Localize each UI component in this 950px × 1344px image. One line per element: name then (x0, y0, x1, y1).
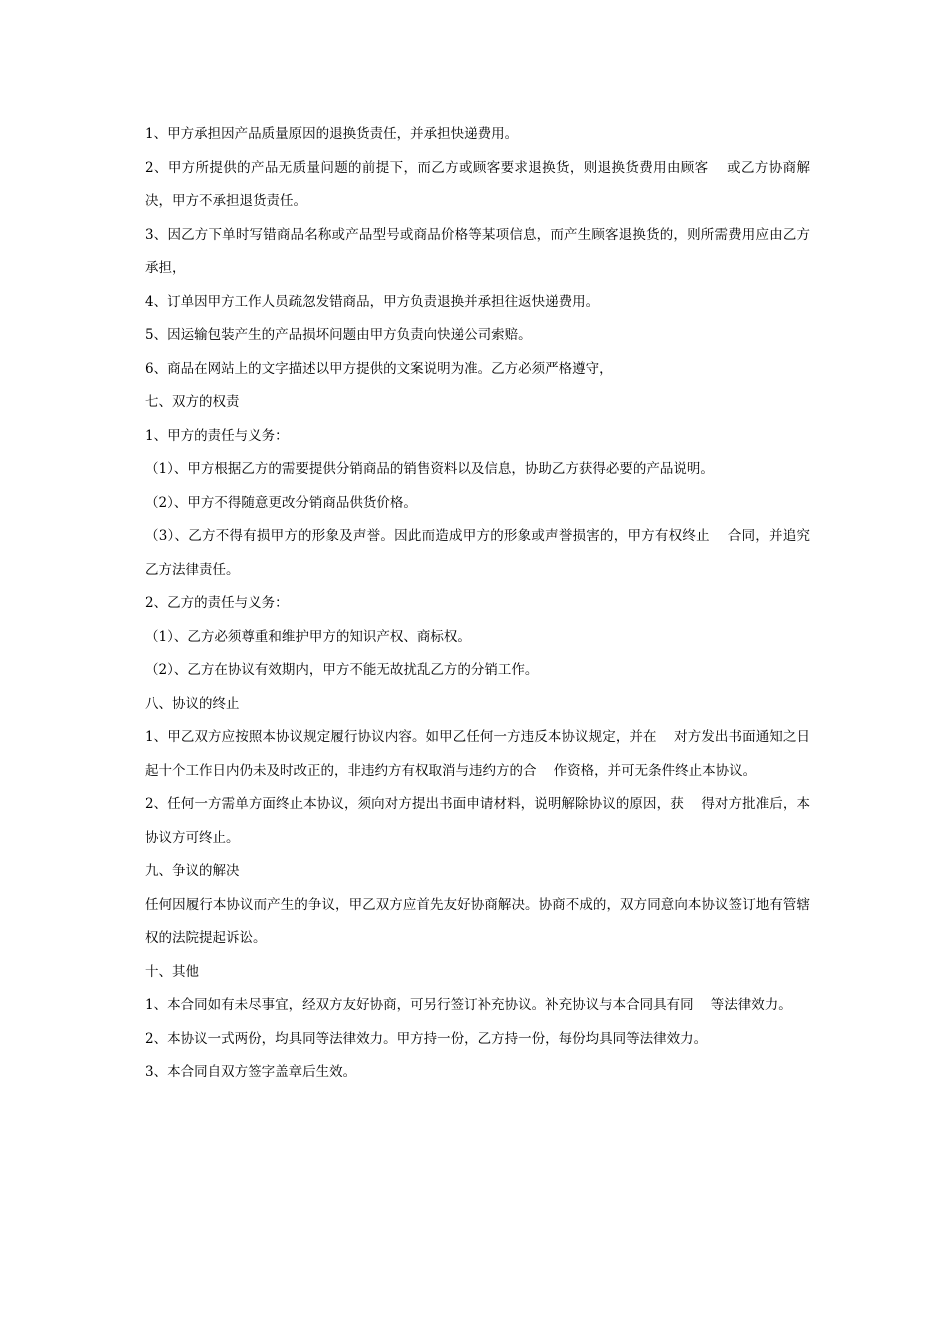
party-b-duty-1: （1）、乙方必须尊重和维护甲方的知识产权、商标权。 (145, 628, 471, 645)
other-clause-1: 1、本合同如有未尽事宜，经双方友好协商，可另行签订补充协议。补充协议与本合同具有同 等法律效力。 (145, 997, 792, 1013)
party-b-duty-2: （2）、乙方在协议有效期内，甲方不能无故扰乱乙方的分销工作。 (145, 662, 539, 678)
clause-transport-damage: 5、因运输包装产生的产品损坏问题由甲方负责向快递公司索赔。 (145, 327, 532, 343)
other-clause-3: 3、本合同自双方签字盖章后生效。 (145, 1064, 357, 1080)
termination-clause-2: 2、任何一方需单方面终止本协议，须向对方提出书面申请材料，说明解除协议的原因，获 得对方批准后，本协议方可终止。 (145, 796, 810, 846)
party-a-duty-1: （1）、甲方根据乙方的需要提供分销商品的销售资料以及信息，协助乙方获得必要的产品说明。 (145, 461, 714, 477)
subheading-party-b-duties: 2、乙方的责任与义务： (145, 595, 289, 611)
clause-return-no-quality-issue: 2、甲方所提供的产品无质量问题的前提下，而乙方或顾客要求退换货，则退换货费用由顾客 或乙方协商解决，甲方不承担退货责任。 (145, 159, 810, 209)
termination-clause-1: 1、甲乙双方应按照本协议规定履行协议内容。如甲乙任何一方违反本协议规定，并在 对方发出书面通知之日起十个工作日内仍未及时改正的，非违约方有权取消与违约方的合 作资格，并可无条件终止本协议。 (145, 729, 810, 779)
clause-wrong-shipment: 4、订单因甲方工作人员疏忽发错商品，甲方负责退换并承担往返快递费用。 (145, 293, 600, 310)
party-a-duty-3: （3）、乙方不得有损甲方的形象及声誉。因此而造成甲方的形象或声誉损害的，甲方有权终止 合同，并追究乙方法律责任。 (145, 528, 810, 578)
clause-product-description: 6、商品在网站上的文字描述以甲方提供的文案说明为准。乙方必须严格遵守， (145, 360, 613, 377)
dispute-clause: 任何因履行本协议而产生的争议，甲乙双方应首先友好协商解决。协商不成的，双方同意向本协议签订地有管辖权的法院提起诉讼。 (145, 896, 810, 946)
party-a-duty-2: （2）、甲方不得随意更改分销商品供货价格。 (145, 494, 417, 511)
section-heading-dispute: 九、争议的解决 (145, 863, 240, 879)
section-heading-rights: 七、双方的权责 (145, 394, 240, 410)
clause-return-quality: 1、甲方承担因产品质量原因的退换货责任，并承担快递费用。 (145, 126, 519, 142)
clause-order-error: 3、因乙方下单时写错商品名称或产品型号或商品价格等某项信息，而产生顾客退换货的，则所需费用应由乙方承担， (145, 226, 810, 276)
subheading-party-a-duties: 1、甲方的责任与义务： (145, 427, 289, 444)
other-clause-2: 2、本协议一式两份，均具同等法律效力。甲方持一份，乙方持一份，每份均具同等法律效力。 (145, 1030, 708, 1047)
section-heading-termination: 八、协议的终止 (145, 695, 240, 712)
section-heading-other: 十、其他 (145, 963, 199, 980)
document-body (145, 118, 810, 1090)
